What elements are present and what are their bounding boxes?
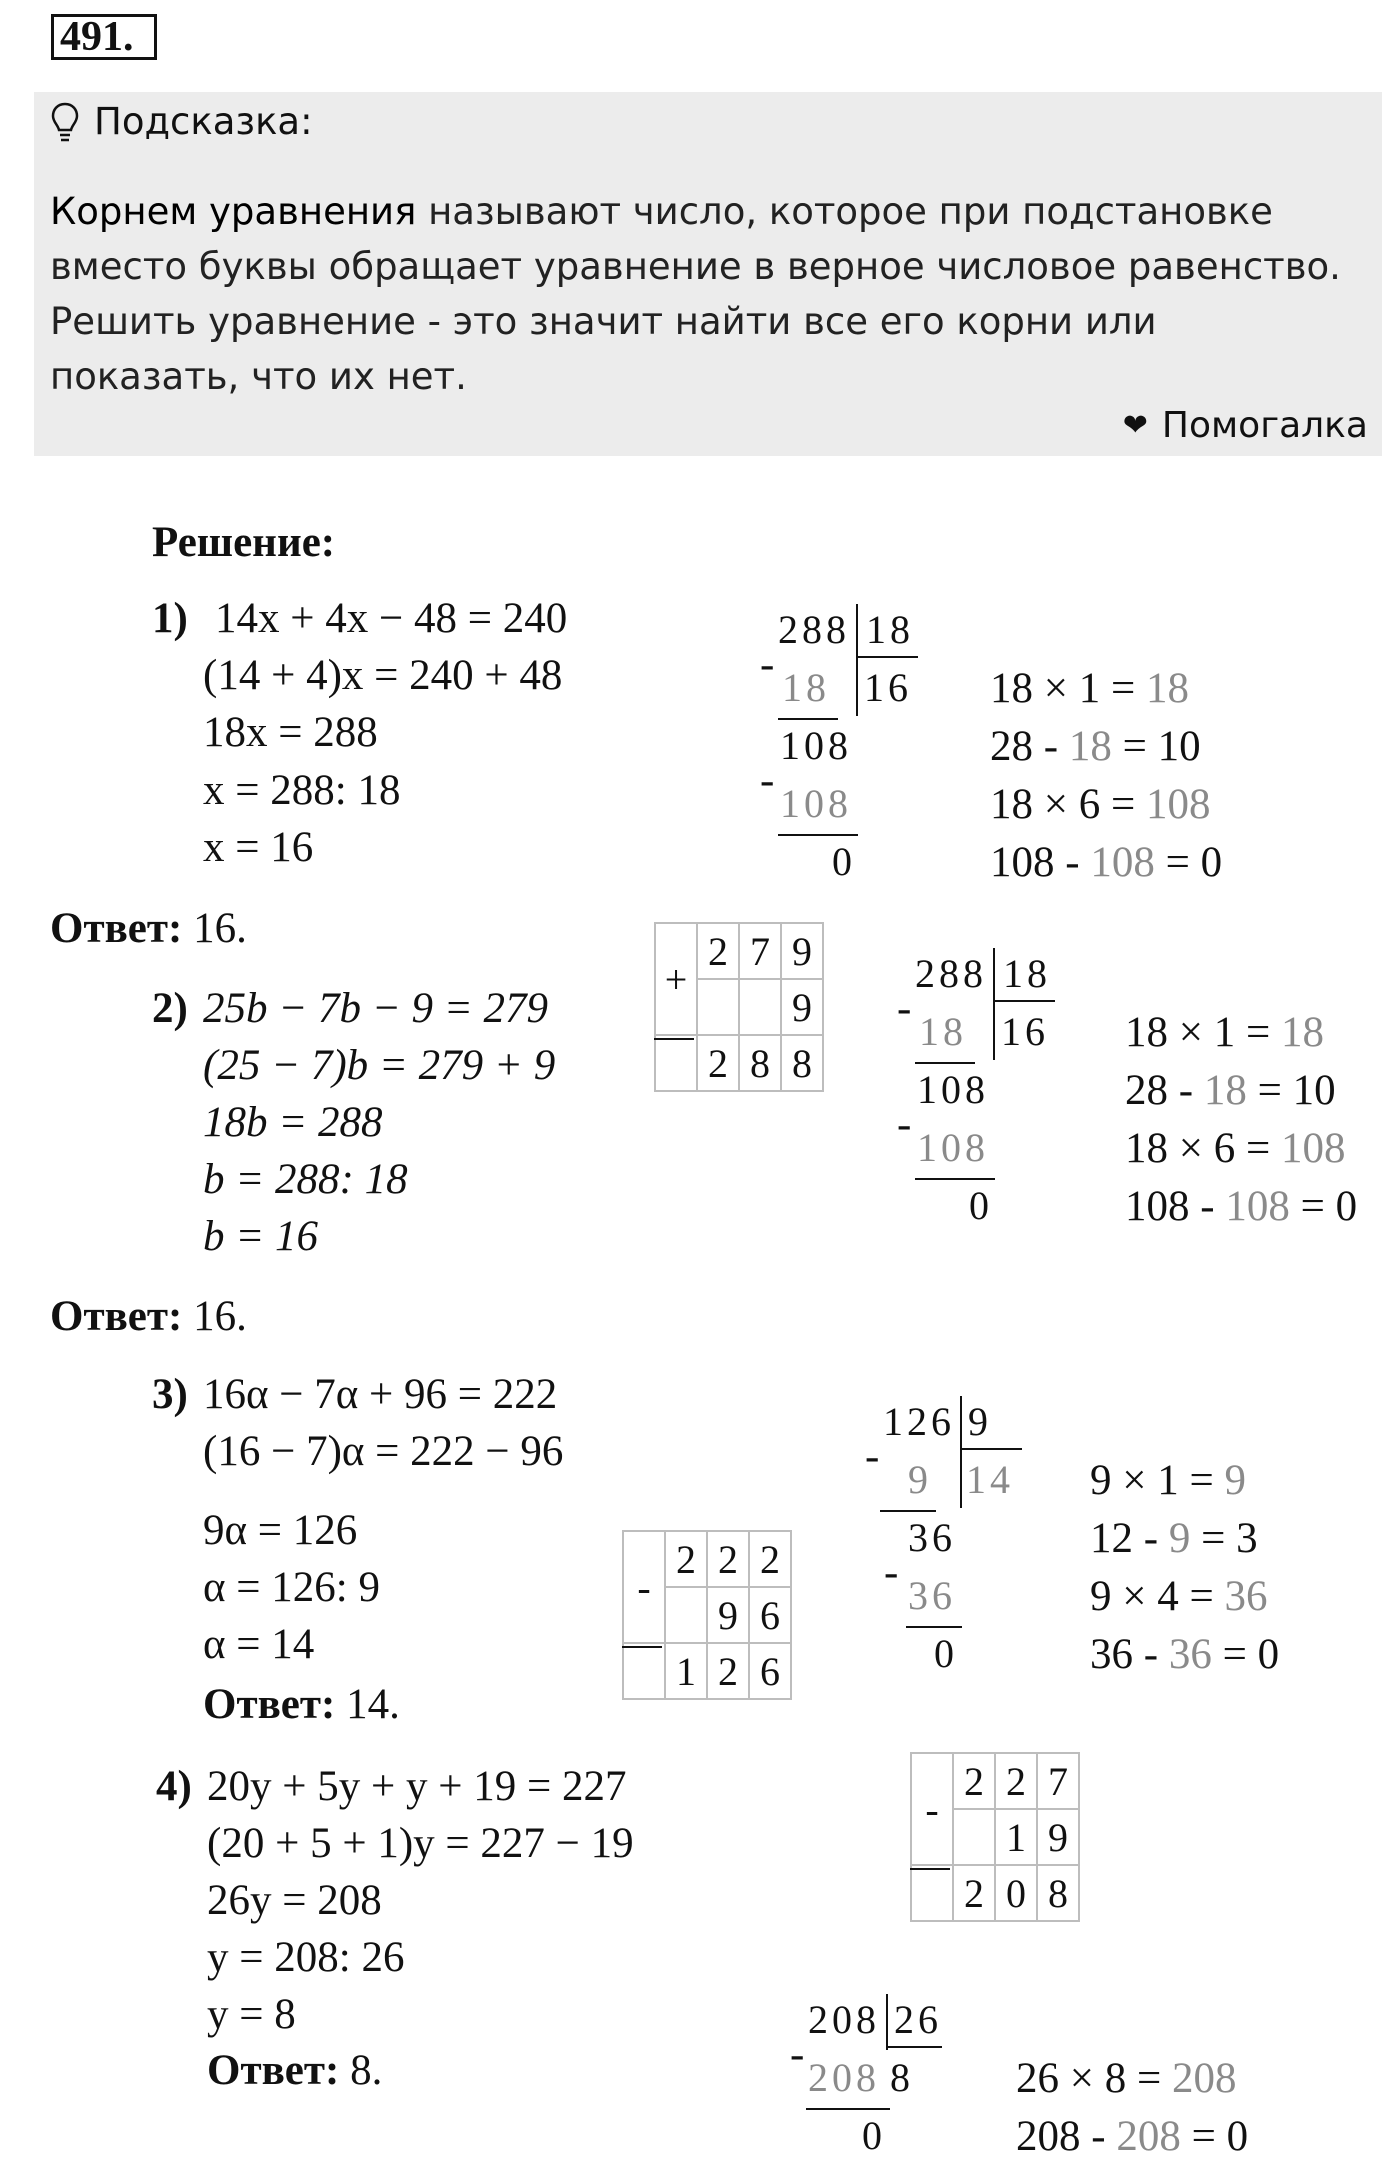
check-2: 28 - 18 = 10 — [990, 723, 1201, 770]
hint-text-2: Решить уравнение - это значит найти все его корни или показать, что их нет. — [50, 300, 1157, 398]
hint-title: Подсказка: — [94, 100, 313, 143]
column-subtraction: - 2 2 2 9 6 1 2 6 — [622, 1530, 792, 1700]
check-2: 208 - 208 = 0 — [1016, 2113, 1249, 2160]
problem-2-line-2: (25 − 7)b = 279 + 9 — [203, 1042, 556, 1089]
problem-4-line-2: (20 + 5 + 1)y = 227 − 19 — [207, 1820, 634, 1867]
lightbulb-icon — [50, 101, 80, 143]
problem-3-line-4: α = 126: 9 — [203, 1564, 380, 1611]
step-4: 0 — [969, 1183, 993, 1228]
problem-1-line-1: 14x + 4x − 48 = 240 — [215, 595, 568, 642]
problem-2-line-4: b = 288: 18 — [203, 1156, 408, 1203]
step-1: 9 — [908, 1457, 932, 1502]
check-3: 18 × 6 = 108 — [990, 781, 1211, 828]
hint-text-1: называют число, которое при подстановке вместо буквы обращает уравнение в верное числовое равенство. — [50, 190, 1341, 288]
check-1: 18 × 1 = 18 — [990, 665, 1190, 712]
problem-1-line-5: x = 16 — [203, 824, 314, 871]
check-2: 28 - 18 = 10 — [1125, 1067, 1336, 1114]
check-2: 12 - 9 = 3 — [1090, 1515, 1258, 1562]
problem-3-answer: Ответ: 14. — [203, 1681, 400, 1728]
minus-sign: - — [865, 1433, 880, 1480]
step-2: 108 — [780, 723, 852, 768]
column-addition: + 2 7 9 9 2 8 8 — [654, 922, 824, 1092]
step-3: 36 — [908, 1573, 956, 1618]
quotient: 16 — [1001, 1009, 1049, 1054]
check-4: 108 - 108 = 0 — [990, 839, 1223, 886]
check-1: 26 × 8 = 208 — [1016, 2055, 1237, 2102]
problem-2-line-1: 25b − 7b − 9 = 279 — [203, 985, 549, 1032]
minus-sign: - — [884, 1549, 899, 1596]
minus-sign: - — [897, 1101, 912, 1148]
divisor: 9 — [968, 1399, 992, 1444]
problem-2-line-3: 18b = 288 — [203, 1099, 383, 1146]
problem-4-line-5: y = 8 — [207, 1991, 296, 2038]
dividend: 288 — [915, 951, 987, 996]
dividend: 288 — [778, 607, 850, 652]
step-4: 0 — [934, 1631, 958, 1676]
divisor: 26 — [894, 1997, 942, 2042]
check-1: 18 × 1 = 18 — [1125, 1009, 1325, 1056]
divisor: 18 — [866, 607, 914, 652]
answer-value: 16. — [193, 905, 247, 952]
minus-sign: - — [897, 985, 912, 1032]
minus-sign: - — [760, 757, 775, 804]
brand-name: Помогалка — [1161, 405, 1368, 446]
minus-sign: - — [790, 2031, 805, 2078]
step-2: 108 — [917, 1067, 989, 1112]
quotient: 16 — [864, 665, 912, 710]
hint-term: Корнем уравнения — [50, 190, 417, 233]
dividend: 126 — [883, 1399, 955, 1444]
problem-4-label: 4) — [156, 1763, 192, 1810]
answer-label: Ответ: — [50, 905, 183, 952]
problem-1-answer — [50, 904, 247, 953]
quotient: 14 — [966, 1457, 1014, 1502]
step-1: 208 — [808, 2055, 880, 2100]
problem-4-line-4: y = 208: 26 — [207, 1934, 405, 1981]
problem-3-line-5: α = 14 — [203, 1621, 315, 1668]
check-4: 108 - 108 = 0 — [1125, 1183, 1358, 1230]
problem-1-label: 1) — [152, 595, 188, 642]
divisor: 18 — [1003, 951, 1051, 996]
column-sign: - — [623, 1531, 665, 1643]
hint-header — [50, 100, 313, 143]
heart-icon: ❤ — [1122, 408, 1148, 443]
minus-sign: - — [760, 641, 775, 688]
problem-4-line-1: 20y + 5y + y + 19 = 227 — [207, 1763, 627, 1810]
step-3: 108 — [917, 1125, 989, 1170]
problem-1-line-3: 18x = 288 — [203, 709, 378, 756]
problem-3-line-2: (16 − 7)α = 222 − 96 — [203, 1428, 564, 1475]
brand — [1123, 405, 1368, 446]
step-2: 36 — [908, 1515, 956, 1560]
problem-3-label: 3) — [152, 1371, 188, 1418]
hint-text — [50, 184, 1350, 404]
step-1: 18 — [782, 665, 830, 710]
solution-heading: Решение: — [152, 519, 336, 566]
problem-4-line-3: 26y = 208 — [207, 1877, 382, 1924]
problem-3-line-3: 9α = 126 — [203, 1507, 358, 1554]
column-sign: + — [655, 923, 697, 1035]
problem-3-line-1: 16α − 7α + 96 = 222 — [203, 1371, 558, 1418]
column-sign: - — [911, 1753, 953, 1865]
problem-1-line-4: x = 288: 18 — [203, 767, 401, 814]
exercise-number: 491. — [51, 14, 157, 60]
column-subtraction: - 2 2 7 1 9 2 0 8 — [910, 1752, 1080, 1922]
check-4: 36 - 36 = 0 — [1090, 1631, 1280, 1678]
check-3: 18 × 6 = 108 — [1125, 1125, 1346, 1172]
step-3: 108 — [780, 781, 852, 826]
check-3: 9 × 4 = 36 — [1090, 1573, 1268, 1620]
step-1: 18 — [919, 1009, 967, 1054]
problem-2-label: 2) — [152, 985, 188, 1032]
check-1: 9 × 1 = 9 — [1090, 1457, 1247, 1504]
step-4: 0 — [832, 839, 856, 884]
step-2: 0 — [862, 2113, 886, 2158]
problem-4-answer: Ответ: 8. — [207, 2047, 383, 2094]
problem-2-line-5: b = 16 — [203, 1213, 319, 1260]
quotient: 8 — [890, 2055, 914, 2100]
dividend: 208 — [808, 1997, 880, 2042]
problem-1-line-2: (14 + 4)x = 240 + 48 — [203, 652, 563, 699]
problem-2-answer: Ответ: 16. — [50, 1293, 247, 1340]
